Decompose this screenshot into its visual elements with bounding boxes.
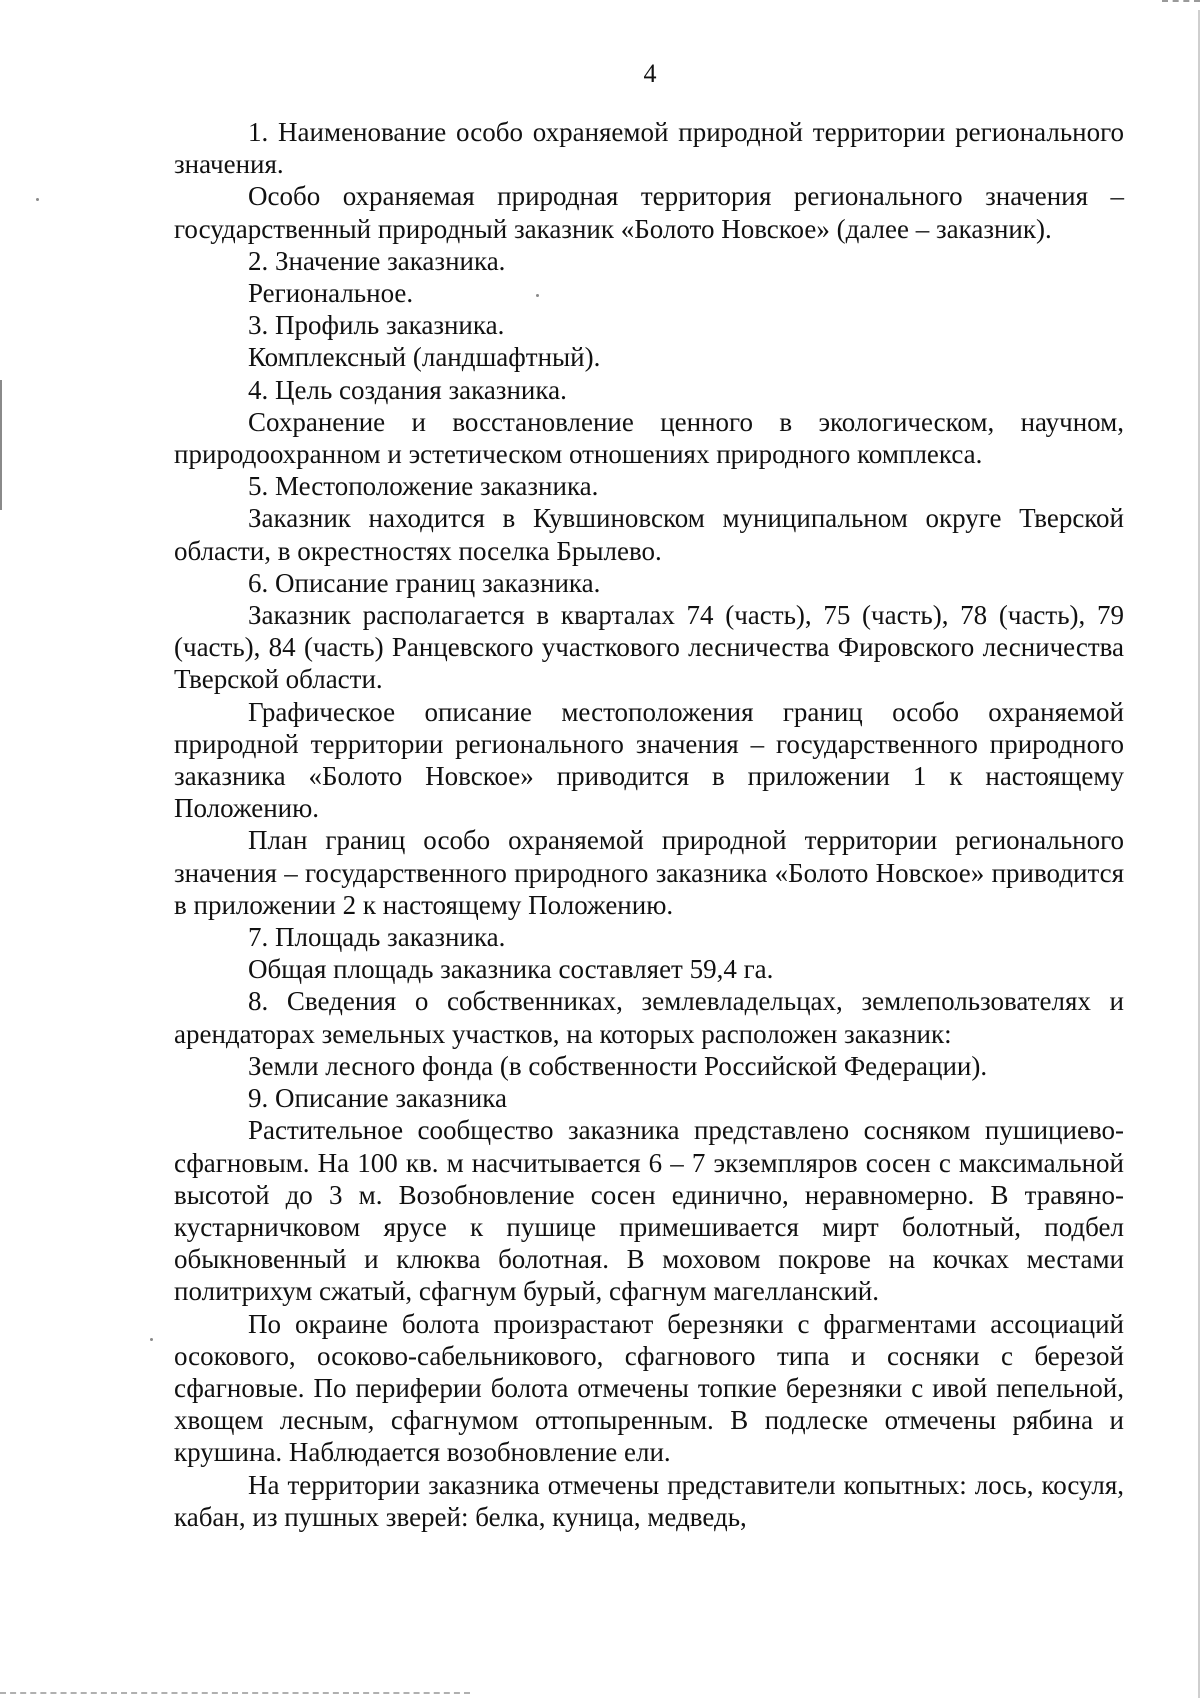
page-number: 4	[643, 59, 657, 88]
paragraph: По окраине болота произрастают березняки с фрагментами ассоциаций осокового, осоково-сабельникового, сфагнового типа и сосняки с березой сфагновые. По периферии болота отмечены топкие березняки с ивой пепельной, хвощем лесным, сфагнумом оттопыренным. В подлеске отмечены рябина и крушина. Наблюдается возобновление ели.	[174, 1308, 1124, 1468]
paragraph: Заказник находится в Кувшиновском муниципальном округе Тверской области, в окрестностях поселка Брылево.	[174, 503, 1124, 566]
paragraph: Общая площадь заказника составляет 59,4 га.	[248, 954, 774, 985]
paragraph: Растительное сообщество заказника представлено сосняком пушициево-сфагновым. На 100 кв. м насчитывается 6 – 7 экземпляров сосен с максимальной высотой до 3 м. Возобновление сосен единично, неравномерно. В травяно-кустарничковом ярусе к пушице примешивается мирт болотный, подбел обыкновенный и клюква болотная. В моховом покрове на кочках местами политрихум сжатый, сфагнум бурый, сфагнум магелланский.	[174, 1115, 1124, 1307]
paragraph: 8. Сведения о собственниках, землевладельцах, землепользователях и арендаторах земельных участков, на которых расположен заказник:	[174, 986, 1124, 1049]
scan-artifact-left	[0, 380, 2, 510]
paragraph: Земли лесного фонда (в собственности Российской Федерации).	[248, 1050, 988, 1081]
paragraph: Графическое описание местоположения границ особо охраняемой природной территории регионального значения – государственного природного заказника «Болото Новское» приводится в приложении 1 к настоящему Положению.	[174, 696, 1124, 824]
paragraph: Особо охраняемая природная территория регионального значения – государственный природный заказник «Болото Новское» (далее – заказник).	[174, 181, 1124, 244]
paragraph: План границ особо охраняемой природной территории регионального значения – государственного природного заказника «Болото Новское» приводится в приложении 2 к настоящему Положению.	[174, 825, 1124, 920]
paragraph: На территории заказника отмечены представители копытных: лось, косуля, кабан, из пушных зверей: белка, куница, медведь,	[174, 1469, 1124, 1532]
paragraph: 1. Наименование особо охраняемой природной территории регионального значения.	[174, 117, 1124, 180]
scan-speck	[36, 198, 39, 201]
paragraph: Региональное.	[248, 278, 414, 309]
scan-artifact-top	[1162, 0, 1200, 5]
paragraph: 7. Площадь заказника.	[248, 922, 506, 953]
paragraph: 3. Профиль заказника.	[248, 310, 505, 341]
scan-artifact-bottom	[0, 1690, 470, 1694]
paragraph: Заказник располагается в кварталах 74 (часть), 75 (часть), 78 (часть), 79 (часть), 84 (часть) Ранцевского участкового лесничества Фировского лесничества Тверской области.	[174, 600, 1124, 695]
scan-speck	[150, 1338, 153, 1341]
paragraph: 2. Значение заказника.	[248, 245, 506, 276]
paragraph: 4. Цель создания заказника.	[248, 374, 567, 405]
paragraph: 9. Описание заказника	[248, 1083, 507, 1114]
paragraph: Комплексный (ландшафтный).	[248, 342, 601, 373]
document-body	[174, 116, 1124, 1533]
paragraph: Сохранение и восстановление ценного в экологическом, научном, природоохранном и эстетическом отношениях природного комплекса.	[174, 406, 1124, 470]
paragraph: 6. Описание границ заказника.	[248, 567, 601, 598]
paragraph: 5. Местоположение заказника.	[248, 471, 599, 502]
